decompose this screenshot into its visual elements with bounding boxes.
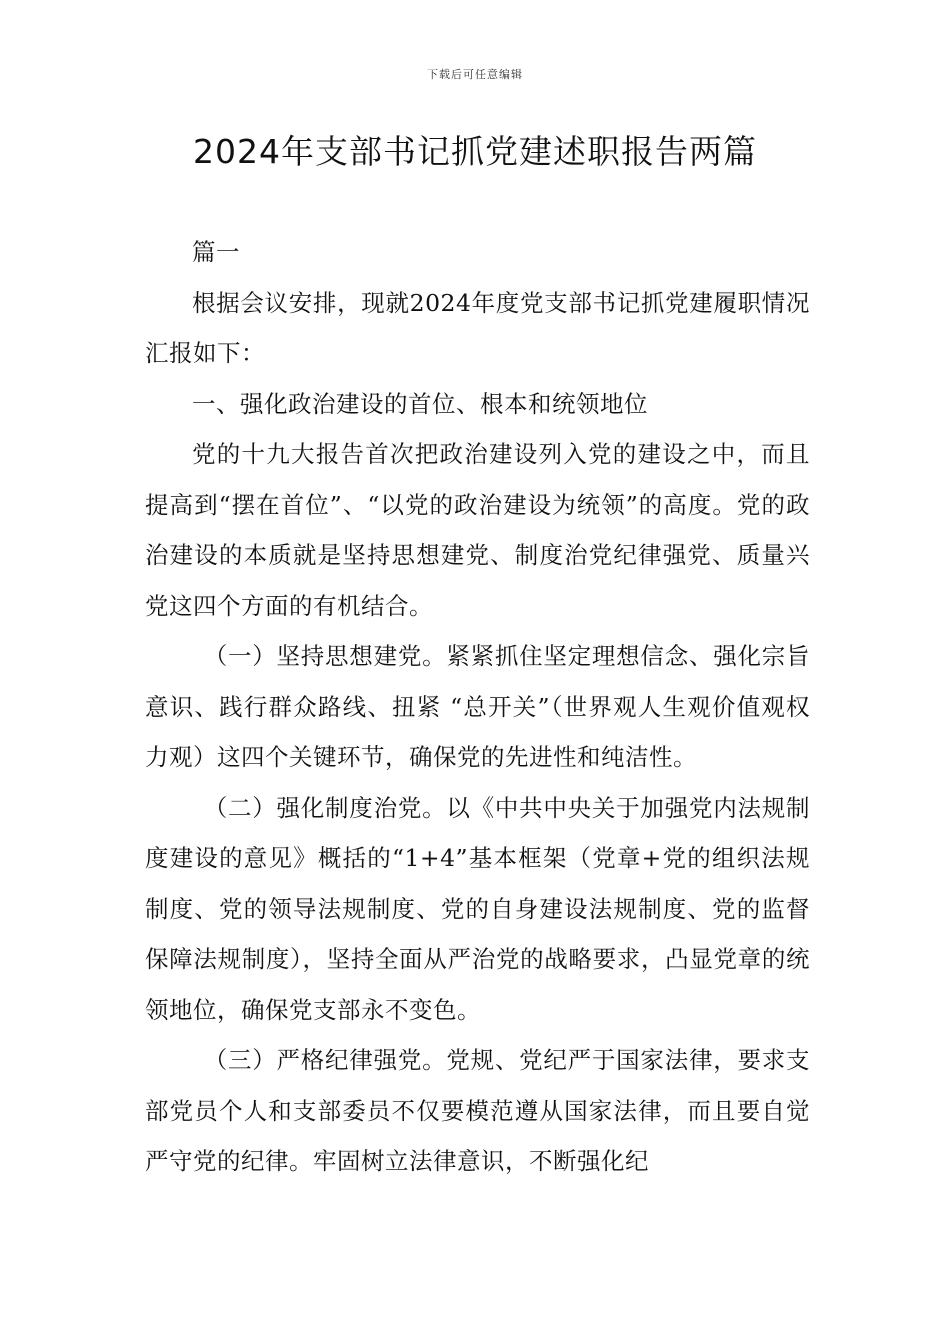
subsection-paragraph: （三）严格纪律强党。党规、党纪严于国家法律，要求支部党员个人和支部委员不仅要模范遵从国家法律，而且要自觉严守党的纪律。牢固树立法律意识，不断强化纪 [145, 1046, 810, 1175]
subsection-paragraph: （一）坚持思想建党。紧紧抓住坚定理想信念、强化宗旨意识、践行群众路线、扭紧 “总开关”（世界观人生观价值观权力观）这四个关键环节，确保党的先进性和纯洁性。 [145, 642, 810, 771]
body-paragraph: 党的十九大报告首次把政治建设列入党的建设之中，而且提高到“摆在首位”、“以党的政治建设为统领”的高度。党的政治建设的本质就是坚持思想建党、制度治党纪律强党、质量兴党这四个方面的有机结合。 [145, 440, 810, 620]
subsection-paragraph: （二）强化制度治党。以《中共中央关于加强党内法规制度建设的意见》概括的“1+4”基本框架（党章+党的组织法规制度、党的领导法规制度、党的自身建设法规制度、党的监督保障法规制度），坚持全面从严治党的战略要求，凸显党章的统领地位，确保党支部永不变色。 [145, 793, 810, 1024]
section-label: 篇一 [192, 238, 240, 266]
document-body [145, 227, 810, 1187]
header-note: 下载后可任意编辑 [427, 68, 523, 81]
document-title: 2024年支部书记抓党建述职报告两篇 [193, 132, 757, 171]
intro-paragraph: 根据会议安排，现就2024年度党支部书记抓党建履职情况汇报如下： [145, 288, 810, 367]
heading-paragraph: 一、强化政治建设的首位、根本和统领地位 [192, 389, 648, 418]
